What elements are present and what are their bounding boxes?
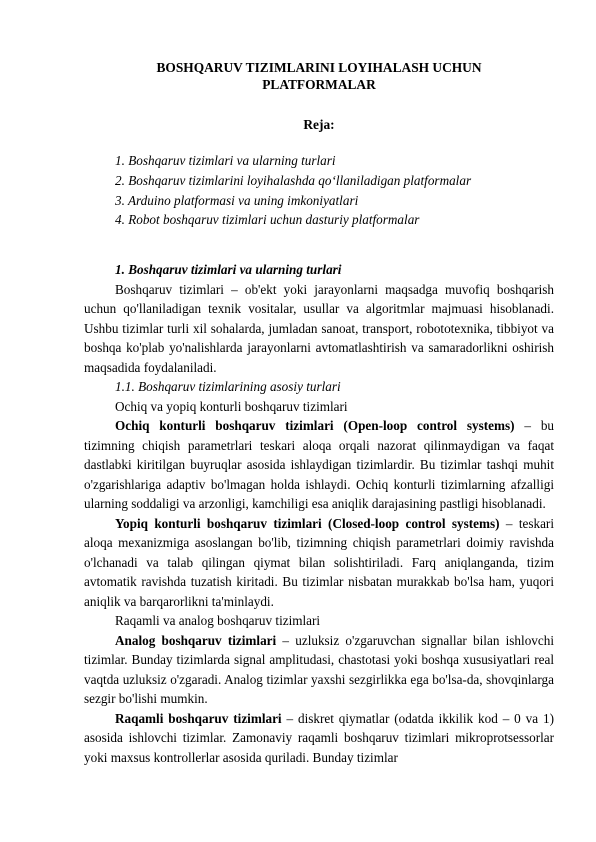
term-digital: Raqamli boshqaruv tizimlari bbox=[115, 710, 282, 726]
plan-item: 3. Arduino platformasi va uning imkoniyatlari bbox=[115, 192, 359, 208]
plan-item: 4. Robot boshqaruv tizimlari uchun dasturiy platformalar bbox=[115, 212, 420, 228]
term-closed-loop: Yopiq konturli boshqaruv tizimlari (Closed-loop control systems) bbox=[115, 515, 500, 531]
section-heading: 1. Boshqaruv tizimlari va ularning turlari bbox=[115, 262, 342, 277]
paragraph-digital bbox=[84, 709, 554, 768]
document-title bbox=[84, 59, 554, 93]
title-line-1: BOSHQARUV TIZIMLARINI LOYIHALASH UCHUN bbox=[156, 60, 482, 75]
title-line-2: PLATFORMALAR bbox=[262, 77, 376, 92]
plan-heading: Reja: bbox=[303, 117, 335, 132]
text-open-loop: – bu tizimning chiqish parametrlari teskari aloqa orqali nazorat qilinmaydigan va faqat dastlabki kiritilgan buyruqlar asosida ishlaydigan tizimlardir. Bu tizimlar tashqi muhit o'zgarishlariga adaptiv bo'lmagan holda ishlaydi. Ochiq konturli tizimlarning afzalligi ularning soddaligi va arzonligi, kamchiligi esa aniqlik darajasining pastligi hisoblanadi. bbox=[84, 418, 554, 511]
plan-item: 1. Boshqaruv tizimlari va ularning turlari bbox=[115, 153, 336, 168]
paragraph-closed-loop bbox=[84, 514, 554, 612]
plan-list bbox=[115, 151, 471, 230]
text-digital: – diskret qiymatlar (odatda ikkilik kod – 0 va 1) asosida ishlovchi tizimlar. Zamonaviy raqamli boshqaruv tizimlari mikroprotsessorlar yoki maxsus kontrollerlar asosida quriladi. Bunday tizimlar bbox=[84, 710, 555, 765]
paragraph-open-loop bbox=[84, 416, 554, 514]
paragraph-intro: Boshqaruv tizimlari – ob'ekt yoki jarayonlarni maqsadga muvofiq boshqarish uchun qo'llaniladigan texnik vositalar, usullar va algoritmlar majmuasi hisoblanadi. Ushbu tizimlar turli xil sohalarda, jumladan sanoat, transport, robototexnika, tibbiyot va boshqa ko'plab yo'nalishlarda jarayonlarni avtomatlashtirish va samaradorlikni oshirish maqsadida foydalaniladi. bbox=[84, 281, 554, 375]
document-body bbox=[84, 260, 554, 767]
plan-item: 2. Boshqaruv tizimlarini loyihalashda qo‘llaniladigan platformalar bbox=[115, 172, 472, 188]
text-closed-loop: – teskari aloqa mexanizmiga asoslangan bo'lib, tizimning chiqish parametrlari doimiy ravishda o'lchanadi va talab qilingan qiymat bilan solishtiriladi. Farq aniqlanganda, tizim avtomatik ravishda tuzatish kiritadi. Bu tizimlar nisbatan murakkab bo'lsa ham, yuqori aniqlik va barqarorlikni ta'minlaydi. bbox=[84, 515, 554, 609]
term-open-loop: Ochiq konturli boshqaruv tizimlari (Open-loop control systems) bbox=[115, 418, 515, 433]
paragraph-label: Raqamli va analog boshqaruv tizimlari bbox=[115, 613, 321, 628]
paragraph-label: Ochiq va yopiq konturli boshqaruv tizimlari bbox=[115, 398, 348, 414]
paragraph-analog bbox=[84, 631, 554, 709]
text-analog: – uzluksiz o'zgaruvchan signallar bilan ishlovchi tizimlar. Bunday tizimlarda signal amplitudasi, chastotasi yoki boshqa xususiyatlari real vaqtda uzluksiz o'zgaradi. Analog tizimlar yaxshi sezgirlikka ega bo'lsa-da, shovqinlarga sezgir bo'lishi mumkin. bbox=[84, 632, 554, 706]
term-analog: Analog boshqaruv tizimlari bbox=[115, 632, 277, 648]
subsection-heading: 1.1. Boshqaruv tizimlarining asosiy turlari bbox=[115, 379, 341, 394]
